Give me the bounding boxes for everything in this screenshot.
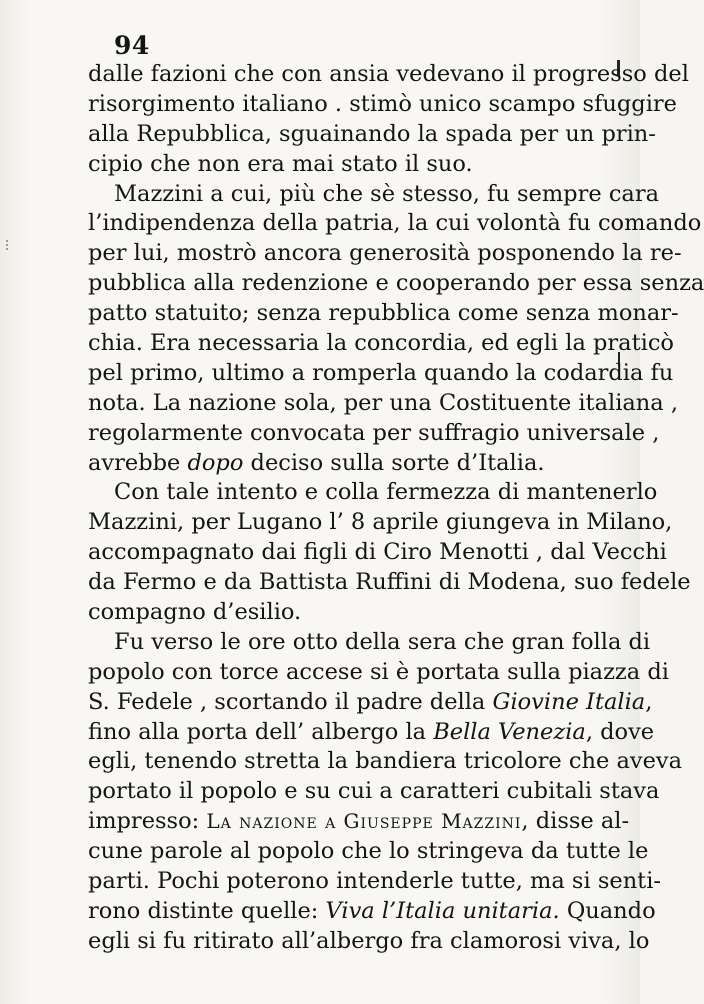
- text-segment: alla Repubblica, sguainando la spada per un prin-: [88, 120, 656, 147]
- text-segment: egli si fu ritirato all’albergo fra clamorosi viva, lo: [88, 927, 650, 954]
- text-segment: S. Fedele , scortando il padre della: [88, 688, 493, 715]
- text-segment: Con tale intento e colla fermezza di mantenerlo: [114, 479, 658, 506]
- italic-text: dopo: [187, 449, 244, 476]
- text-line: [88, 478, 658, 508]
- text-segment: l’indipendenza della patria, la cui volontà fu comando: [88, 210, 702, 237]
- italic-text: Giovine Italia: [492, 688, 646, 715]
- text-segment: portato il popolo e su cui a caratteri cubitali stava: [88, 778, 660, 805]
- text-line: [88, 777, 660, 807]
- text-segment: regolarmente convocata per suffragio universale ,: [88, 419, 660, 446]
- text-segment: , dove: [585, 718, 655, 745]
- text-segment: nota. La nazione sola, per una Costituente italiana ,: [88, 389, 679, 416]
- text-line: [88, 359, 674, 389]
- text-line: [88, 688, 653, 718]
- text-line: [88, 60, 689, 90]
- text-segment: chia. Era necessaria la concordia, ed egli la praticò: [88, 330, 674, 357]
- text-line: [88, 449, 584, 479]
- text-segment: popolo con torce accese si è portata sulla piazza di: [88, 658, 669, 685]
- text-line: [88, 508, 673, 538]
- text-segment: pubblica alla redenzione e cooperando per essa senza: [88, 270, 704, 297]
- text-line: [88, 747, 683, 777]
- text-line: [88, 150, 584, 180]
- text-line: [88, 927, 650, 957]
- body-text: [88, 60, 704, 957]
- text-segment: , disse al-: [521, 808, 630, 835]
- text-line: [88, 90, 677, 120]
- text-segment: cipio che non era mai stato il suo.: [88, 150, 473, 177]
- text-segment: avrebbe: [88, 449, 188, 476]
- text-line: [88, 718, 655, 748]
- text-line: [88, 568, 691, 598]
- text-line: [88, 897, 656, 927]
- text-line: [88, 389, 679, 419]
- text-line: [88, 269, 704, 299]
- text-segment: Quando: [559, 897, 656, 924]
- italic-text: Bella Venezia: [433, 718, 586, 745]
- text-segment: dalle fazioni che con ansia vedevano il progresso del: [88, 61, 689, 87]
- text-line: [88, 419, 660, 449]
- text-line: [88, 538, 667, 568]
- text-segment: Mazzini, per Lugano l’ 8 aprile giungeva in Milano,: [88, 509, 673, 536]
- text-line: [88, 867, 662, 897]
- text-segment: patto statuito; senza repubblica come senza monar-: [88, 300, 679, 327]
- text-segment: egli, tenendo stretta la bandiera tricolore che aveva: [88, 748, 683, 775]
- text-segment: accompagnato dai figli di Ciro Menotti , dal Vecchi: [88, 539, 667, 566]
- text-segment: cune parole al popolo che lo stringeva da tutte le: [88, 838, 649, 865]
- text-segment: per lui, mostrò ancora generosità posponendo la re-: [88, 240, 682, 267]
- text-segment: Fu verso le ore otto della sera che gran folla di: [114, 628, 651, 655]
- text-line: [88, 120, 656, 150]
- text-segment: fino alla porta dell’ albergo la: [88, 718, 434, 745]
- text-segment: da Fermo e da Battista Ruffini di Modena, suo fedele: [88, 569, 691, 596]
- text-segment: rono distinte quelle:: [88, 897, 326, 924]
- margin-mark: [6, 240, 12, 250]
- italic-text: Viva l’Italia unitaria.: [325, 897, 560, 924]
- text-segment: ,: [645, 688, 653, 715]
- text-line: [88, 807, 630, 837]
- page-number: 94: [114, 31, 150, 60]
- text-line: [88, 209, 702, 239]
- text-segment: pel primo, ultimo a romperla quando la codardia fu: [88, 359, 674, 386]
- text-line: [88, 598, 584, 628]
- text-segment: impresso:: [88, 808, 207, 835]
- text-line: [88, 299, 679, 329]
- text-segment: risorgimento italiano . stimò unico scampo sfuggire: [88, 90, 677, 117]
- text-line: [88, 837, 649, 867]
- text-segment: parti. Pochi poterono intenderle tutte, ma si senti-: [88, 868, 662, 895]
- text-line: [88, 239, 682, 269]
- text-line: [88, 329, 674, 359]
- text-segment: deciso sulla sorte d’Italia.: [243, 449, 545, 476]
- text-line: [88, 180, 659, 210]
- text-line: [88, 628, 651, 658]
- small-caps-text: La nazione a Giuseppe Mazzini: [206, 809, 522, 834]
- text-line: [88, 658, 669, 688]
- text-segment: compagno d’esilio.: [88, 599, 302, 626]
- text-segment: Mazzini a cui, più che sè stesso, fu sempre cara: [114, 180, 659, 207]
